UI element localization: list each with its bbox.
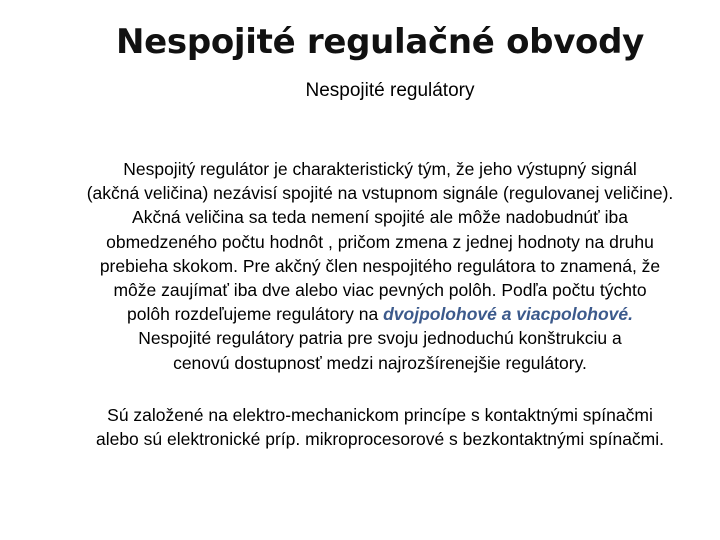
slide-subtitle: Nespojité regulátory: [305, 80, 475, 101]
emphasized-term: dvojpolohové a viacpolohové.: [383, 304, 633, 325]
text-line: Sú založené na elektro-mechanickom princípe s kontaktnými spínačmi: [107, 405, 653, 425]
text-line: môže zaujímať iba dve alebo viac pevných polôh. Podľa počtu týchto: [113, 280, 647, 301]
paragraph-definition: [0, 157, 720, 375]
slide-title: Nespojité regulačné obvody: [115, 22, 645, 62]
text-line: [0, 302, 720, 326]
text-line: Nespojitý regulátor je charakteristický tým, že jeho výstupný signál: [123, 159, 637, 179]
text-line: Akčná veličina sa teda nemení spojité ale môže nadobudnúť iba: [132, 207, 628, 228]
text-line: (akčná veličina) nezávisí spojité na vstupnom signále (regulovanej veličine).: [86, 183, 674, 204]
paragraph-construction: [0, 403, 720, 451]
text-line: Nespojité regulátory patria pre svoju jednoduchú konštrukciu a: [138, 328, 622, 349]
text-line-prefix: polôh rozdeľujeme regulátory na: [127, 304, 384, 325]
text-line: obmedzeného počtu hodnôt , pričom zmena z jednej hodnoty na druhu: [106, 231, 654, 252]
text-line: prebieha skokom. Pre akčný člen nespojitého regulátora to znamená, že: [99, 255, 661, 276]
text-line: cenovú dostupnosť medzi najrozšírenejšie regulátory.: [173, 352, 587, 373]
text-line: alebo sú elektronické príp. mikroprocesorové s bezkontaktnými spínačmi.: [95, 429, 665, 450]
